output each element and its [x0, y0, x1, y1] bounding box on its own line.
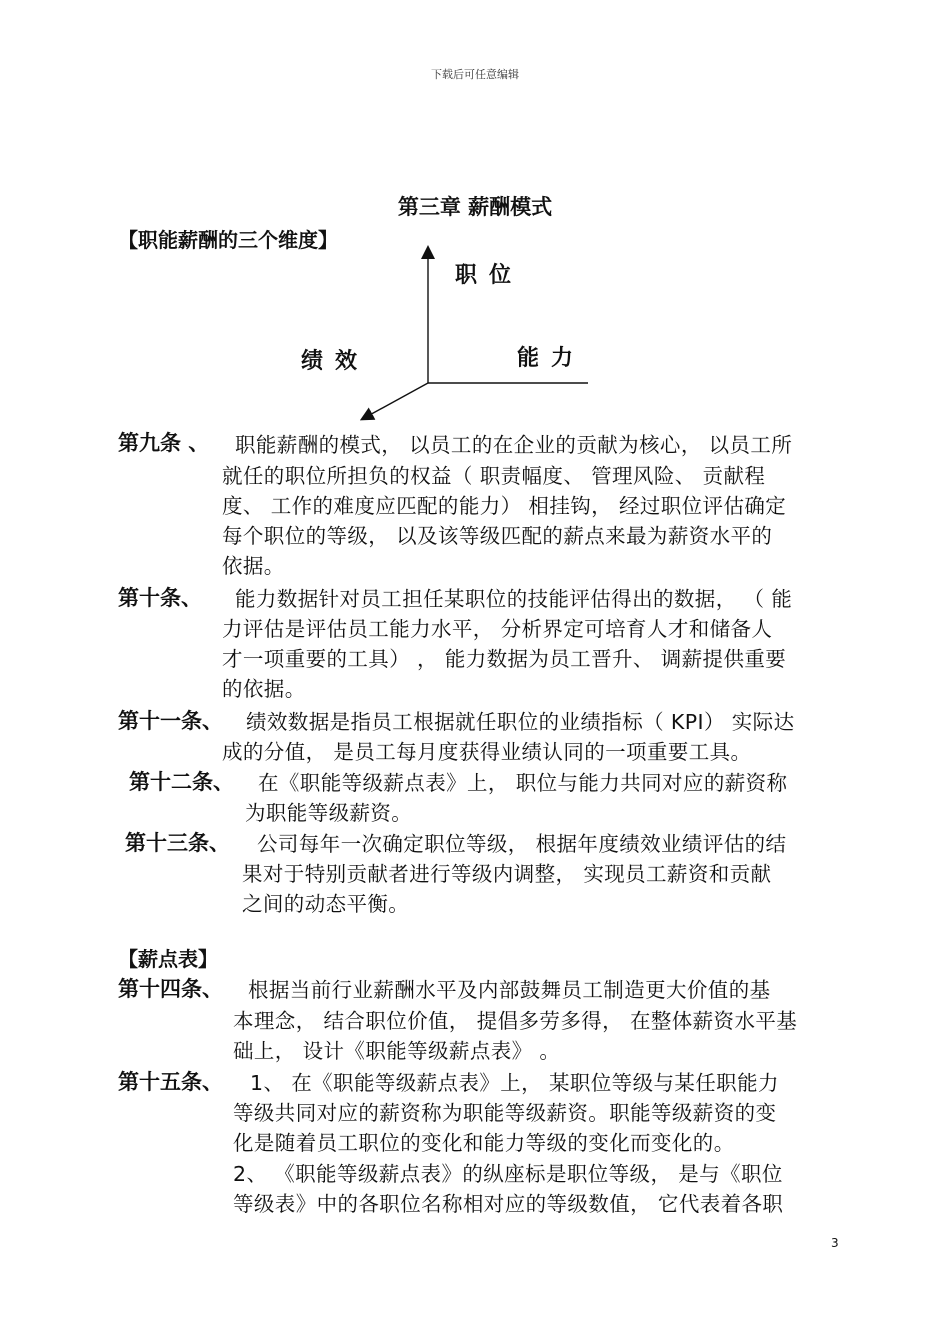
article-9-line-2: 就任的职位所担负的权益（ 职责幅度、 管理风险、 贡献程	[222, 464, 766, 488]
article-12-line-1: 在《职能等级薪点表》上， 职位与能力共同对应的薪资称	[258, 771, 788, 795]
article-label-11: 第十一条、	[118, 709, 223, 733]
section-title-salary-points: 【薪点表】	[118, 947, 218, 971]
axis-label-performance-text: 绩效	[301, 349, 370, 374]
article-label-13: 第十三条、	[125, 831, 230, 855]
article-label-15: 第十五条、	[118, 1070, 223, 1094]
article-label-10: 第十条、	[118, 586, 202, 610]
page-number: 3	[831, 1236, 839, 1250]
chapter-title: 第三章 薪酬模式	[397, 195, 553, 219]
axis-label-performance	[301, 344, 369, 380]
page-header: 下载后可任意编辑	[431, 68, 519, 81]
article-label-12: 第十二条、	[129, 770, 234, 794]
article-14-line-3: 础上， 设计《职能等级薪点表》 。	[233, 1039, 561, 1063]
section-title-dimensions: 【职能薪酬的三个维度】	[118, 228, 338, 252]
article-9-line-5: 依据。	[222, 554, 285, 578]
article-10-line-4: 的依据。	[222, 677, 306, 701]
article-15-line-4: 2、 《职能等级薪点表》的纵座标是职位等级， 是与《职位	[233, 1162, 783, 1186]
article-10-line-2: 力评估是评估员工能力水平， 分析界定可培育人才和储备人	[222, 617, 773, 641]
article-15-line-5: 等级表》中的各职位名称相对应的等级数值， 它代表着各职	[233, 1192, 784, 1216]
article-10-line-3: 才一项重要的工具） ， 能力数据为员工晋升、 调薪提供重要	[222, 647, 787, 671]
axis-label-position: 职位	[455, 263, 524, 288]
article-15-line-2: 等级共同对应的薪资称为职能等级薪资。职能等级薪资的变	[233, 1101, 777, 1125]
article-13-line-1: 公司每年一次确定职位等级， 根据年度绩效业绩评估的结	[257, 832, 787, 856]
article-label-14: 第十四条、	[118, 977, 223, 1001]
article-11-line-2: 成的分值， 是员工每月度获得业绩认同的一项重要工具。	[222, 740, 752, 764]
article-15-line-1: 1、 在《职能等级薪点表》上， 某职位等级与某任职能力	[250, 1071, 779, 1095]
article-13-line-3: 之间的动态平衡。	[242, 892, 410, 916]
article-12-line-2: 为职能等级薪资。	[245, 801, 413, 825]
article-9-line-3: 度、 工作的难度应匹配的能力） 相挂钩， 经过职位评估确定	[222, 494, 787, 518]
article-13-line-2: 果对于特别贡献者进行等级内调整， 实现员工薪资和贡献	[242, 862, 772, 886]
diagonal-axis	[366, 383, 428, 417]
article-15-line-3: 化是随着员工职位的变化和能力等级的变化而变化的。	[233, 1131, 735, 1155]
article-14-line-2: 本理念， 结合职位价值， 提倡多劳多得， 在整体薪资水平基	[233, 1009, 798, 1033]
article-9-line-4: 每个职位的等级， 以及该等级匹配的薪点来最为薪资水平的	[222, 524, 773, 548]
article-10-line-1: 能力数据针对员工担任某职位的技能评估得出的数据， （ 能	[235, 587, 793, 611]
article-11-line-1: 绩效数据是指员工根据就任职位的业绩指标（ KPI） 实际达	[246, 710, 795, 734]
article-label-9: 第九条 、	[118, 431, 210, 455]
article-9-line-1: 职能薪酬的模式， 以员工的在企业的贡献为核心， 以员工所	[235, 433, 793, 457]
axis-label-ability: 能力	[517, 346, 586, 371]
article-14-line-1: 根据当前行业薪酬水平及内部鼓舞员工制造更大价值的基	[248, 978, 771, 1002]
